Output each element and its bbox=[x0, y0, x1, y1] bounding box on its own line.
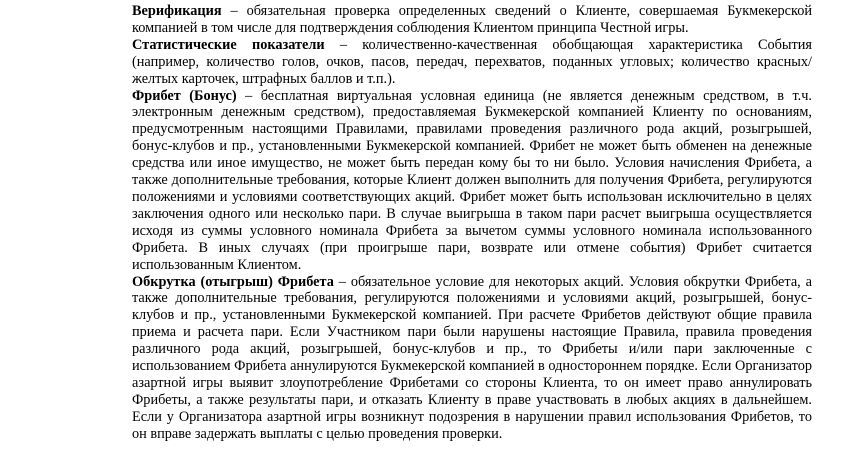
term-freebet: Фрибет (Бонус) bbox=[132, 87, 237, 104]
definition-verification bbox=[132, 3, 812, 37]
definition-statistics bbox=[132, 37, 812, 88]
definition-freebet-wagering-text: – обязательное условие для некоторых акций. Условия обкрутки Фрибета, а также дополнительные требования, регулируются положениями и условиями акций, розыгрышей, бонус-клубов и пр., установленными Букмекерской компанией. При расчете Фрибетов действуют общие правила приема и расчета пари. Если Участником пари были нарушены настоящие Правила, правила проведения различного рода акций, розыгрышей, бонус-клубов и пр., то Фрибеты и/или пари заключенные с использованием Фрибета аннулируются Букмекерской компанией в одностороннем порядке. Если Организатор азартной игры выявит злоупотребление Фрибетами со стороны Клиента, то он имеет право аннулировать Фрибеты, а также результаты пари, и отказать Клиенту в праве участвовать в любых акциях в дальнейшем. Если у Организатора азартной игры возникнут подозрения в нарушении правил использования Фрибетов, то он вправе задержать выплаты с целью проведения проверки. bbox=[132, 273, 812, 442]
term-statistics: Статистические показатели bbox=[132, 36, 325, 53]
definition-freebet bbox=[132, 88, 812, 274]
definition-freebet-text: – бесплатная виртуальная условная единица (не является денежным средством, в т.ч. электронным денежным средством), предоставляемая Букмекерской компанией Клиенту по основаниям, предусмотренным настоящими Правилами, правилами проведения различного рода акций, розыгрышей, бонус-клубов и пр., установленными Букмекерской компанией. Фрибет не может быть обменен на денежные средства или иное имущество, не может быть передан кому бы то ни было. Условия начисления Фрибета, а также дополнительные требования, которые Клиент должен выполнить для получения Фрибета, регулируются положениями и условиями соответствующих акций. Фрибет может быть использован исключительно в целях заключения одного или несколько пари. В случае выигрыша в таком пари расчет выигрыша осуществляется исходя из суммы условного номинала Фрибета за вычетом суммы условного номинала использованного Фрибета. В иных случаях (при проигрыше пари, возврате или отмене события) Фрибет считается использованным Клиентом. bbox=[132, 87, 812, 273]
document-page bbox=[132, 3, 812, 443]
definition-statistics-text: – количественно-качественная обобщающая характеристика События (например, количество голов, очков, пасов, передач, перехватов, поданных угловых; количество красных/желтых карточек, штрафных баллов и т.п.). bbox=[132, 36, 812, 87]
term-freebet-wagering: Обкрутка (отыгрыш) Фрибета bbox=[132, 273, 334, 290]
definition-verification-text: – обязательная проверка определенных сведений о Клиенте, совершаемая Букмекерской компанией в том числе для подтверждения соблюдения Клиентом принципа Честной игры. bbox=[132, 3, 812, 36]
definition-freebet-wagering bbox=[132, 274, 812, 443]
term-verification: Верификация bbox=[132, 3, 222, 19]
